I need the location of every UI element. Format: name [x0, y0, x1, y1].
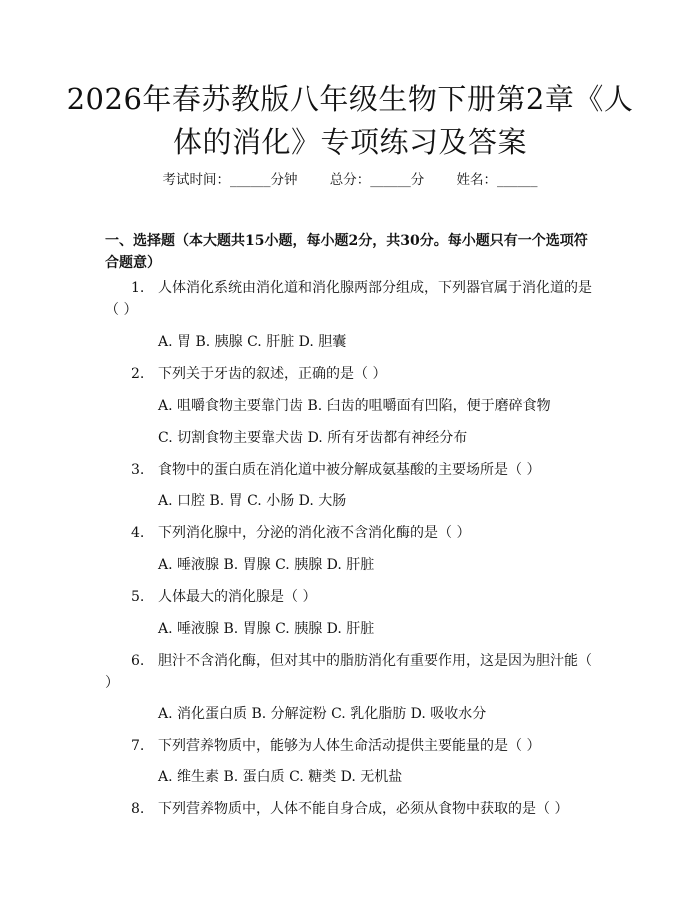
question-text: 下列消化腺中，分泌的消化液不含消化酶的是（ ） — [158, 525, 471, 541]
question-4-options: A. 唾液腺 B. 胃腺 C. 胰腺 D. 肝脏 — [158, 557, 375, 573]
question-2-options-line-2: C. 切割食物主要靠犬齿 D. 所有牙齿都有神经分布 — [158, 430, 468, 446]
question-2 — [105, 363, 595, 385]
question-4 — [105, 522, 595, 544]
question-text: 下列营养物质中，能够为人体生命活动提供主要能量的是（ ） — [158, 738, 541, 754]
question-number: 1. — [131, 280, 145, 296]
question-number: 4. — [131, 525, 145, 541]
question-6-options: A. 消化蛋白质 B. 分解淀粉 C. 乳化脂肪 D. 吸收水分 — [158, 706, 487, 722]
question-5 — [105, 586, 595, 608]
question-text: 胆汁不含消化酶，但对其中的脂肪消化有重要作用，这是因为胆汁能（ ） — [105, 653, 592, 691]
question-8 — [105, 798, 595, 820]
question-text: 下列营养物质中，人体不能自身合成，必须从食物中获取的是（ ） — [158, 801, 569, 817]
question-5-options: A. 唾液腺 B. 胃腺 C. 胰腺 D. 肝脏 — [158, 621, 375, 637]
question-2-options-line-1: A. 咀嚼食物主要靠门齿 B. 臼齿的咀嚼面有凹陷，便于磨碎食物 — [158, 398, 551, 414]
section-heading: 一、选择题（本大题共15小题，每小题2分，共30分。每小题只有一个选项符合题意） — [105, 233, 588, 271]
question-text: 人体最大的消化腺是（ ） — [158, 589, 317, 605]
question-3-options: A. 口腔 B. 胃 C. 小肠 D. 大肠 — [158, 493, 347, 509]
exam-time-field: 考试时间：______分钟 — [162, 172, 298, 188]
document-title: 2026年春苏教版八年级生物下册第2章《人体的消化》专项练习及答案 — [66, 82, 634, 159]
question-number: 7. — [131, 738, 145, 754]
question-number: 8. — [131, 801, 145, 817]
exam-info-line — [0, 168, 700, 188]
student-name-field: 姓名：______ — [456, 172, 538, 188]
question-text: 食物中的蛋白质在消化道中被分解成氨基酸的主要场所是（ ） — [158, 462, 541, 478]
question-1-options: A. 胃 B. 胰腺 C. 肝脏 D. 胆囊 — [158, 334, 347, 350]
question-number: 5. — [131, 589, 145, 605]
total-score-field: 总分：______分 — [329, 172, 425, 188]
question-3 — [105, 459, 595, 481]
question-text: 人体消化系统由消化道和消化腺两部分组成，下列器官属于消化道的是（ ） — [105, 280, 592, 318]
question-7-options: A. 维生素 B. 蛋白质 C. 糖类 D. 无机盐 — [158, 769, 403, 785]
question-7 — [105, 735, 595, 757]
question-number: 6. — [131, 653, 145, 669]
question-6 — [105, 650, 595, 694]
question-text: 下列关于牙齿的叙述，正确的是（ ） — [158, 366, 387, 382]
question-1 — [105, 277, 595, 321]
question-number: 2. — [131, 366, 145, 382]
question-number: 3. — [131, 462, 145, 478]
